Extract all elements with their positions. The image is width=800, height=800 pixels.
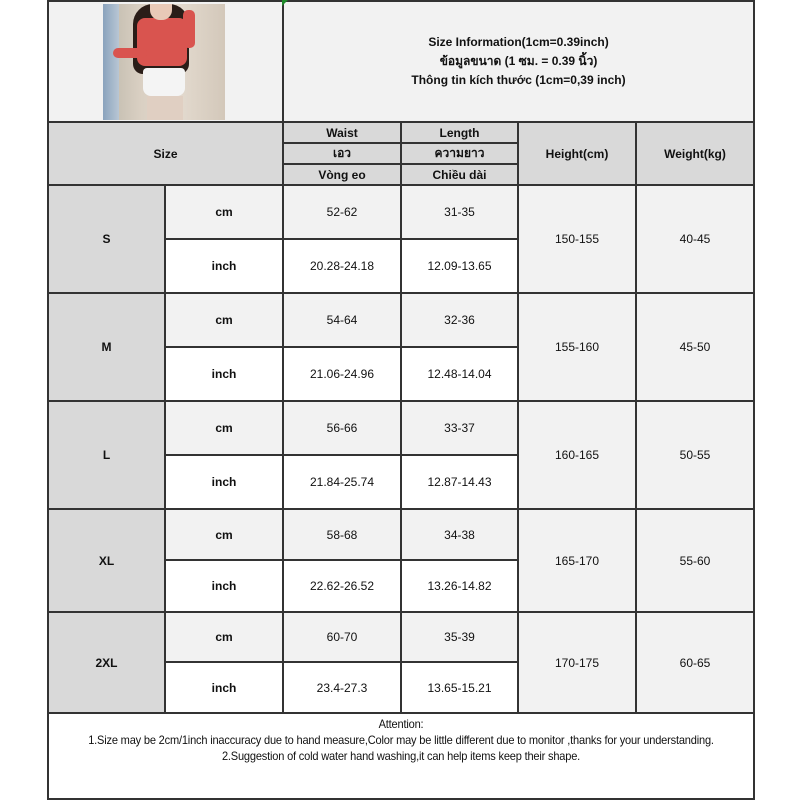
waist-cm: 56-66 — [283, 401, 401, 455]
length-inch: 12.48-14.04 — [401, 347, 518, 401]
unit-inch: inch — [165, 239, 283, 293]
length-header-th: ความยาว — [401, 143, 518, 164]
unit-inch: inch — [165, 560, 283, 612]
size-label: L — [48, 401, 165, 509]
length-cm: 32-36 — [401, 293, 518, 347]
weight-value: 40-45 — [636, 185, 754, 293]
unit-inch: inch — [165, 662, 283, 713]
height-value: 170-175 — [518, 612, 636, 713]
size-label: M — [48, 293, 165, 401]
unit-cm: cm — [165, 401, 283, 455]
waist-header-en: Waist — [283, 122, 401, 143]
title-vietnamese: Thông tin kích thước (1cm=0,39 inch) — [411, 73, 626, 87]
size-label: 2XL — [48, 612, 165, 713]
height-value: 165-170 — [518, 509, 636, 612]
waist-inch: 21.84-25.74 — [283, 455, 401, 509]
title-english: Size Information(1cm=0.39inch) — [428, 35, 609, 49]
size-label: XL — [48, 509, 165, 612]
size-label: S — [48, 185, 165, 293]
waist-cm: 58-68 — [283, 509, 401, 560]
weight-value: 60-65 — [636, 612, 754, 713]
product-image-cell — [48, 1, 283, 122]
attention-line-1: 1.Size may be 2cm/1inch inaccuracy due to hand measure,Color may be little different due to monitor ,thanks for your understanding. — [88, 733, 714, 747]
length-cm: 31-35 — [401, 185, 518, 239]
waist-inch: 23.4-27.3 — [283, 662, 401, 713]
waist-header-th: เอว — [283, 143, 401, 164]
height-value: 160-165 — [518, 401, 636, 509]
attention-line-2: 2.Suggestion of cold water hand washing,it can help items keep their shape. — [221, 749, 581, 763]
waist-header-vi: Vòng eo — [283, 164, 401, 185]
waist-cm: 60-70 — [283, 612, 401, 662]
unit-cm: cm — [165, 612, 283, 662]
weight-column-header: Weight(kg) — [636, 122, 754, 185]
waist-cm: 52-62 — [283, 185, 401, 239]
length-cm: 34-38 — [401, 509, 518, 560]
unit-cm: cm — [165, 509, 283, 560]
length-inch: 12.87-14.43 — [401, 455, 518, 509]
cell-marker-icon — [282, 0, 288, 6]
length-inch: 12.09-13.65 — [401, 239, 518, 293]
waist-cm: 54-64 — [283, 293, 401, 347]
height-value: 155-160 — [518, 293, 636, 401]
waist-inch: 21.06-24.96 — [283, 347, 401, 401]
length-header-vi: Chiều dài — [401, 164, 518, 185]
length-inch: 13.65-15.21 — [401, 662, 518, 713]
title-thai: ข้อมูลขนาด (1 ซม. = 0.39 นิ้ว) — [439, 54, 598, 68]
size-column-header: Size — [48, 122, 283, 185]
length-cm: 35-39 — [401, 612, 518, 662]
unit-cm: cm — [165, 293, 283, 347]
weight-value: 50-55 — [636, 401, 754, 509]
attention-note — [48, 713, 754, 799]
unit-inch: inch — [165, 347, 283, 401]
waist-inch: 22.62-26.52 — [283, 560, 401, 612]
product-photo — [103, 4, 225, 120]
unit-inch: inch — [165, 455, 283, 509]
height-column-header: Height(cm) — [518, 122, 636, 185]
size-information-title — [283, 1, 754, 122]
height-value: 150-155 — [518, 185, 636, 293]
length-header-en: Length — [401, 122, 518, 143]
weight-value: 45-50 — [636, 293, 754, 401]
size-chart-table — [47, 0, 755, 800]
weight-value: 55-60 — [636, 509, 754, 612]
attention-title: Attention: — [378, 717, 424, 731]
unit-cm: cm — [165, 185, 283, 239]
length-cm: 33-37 — [401, 401, 518, 455]
waist-inch: 20.28-24.18 — [283, 239, 401, 293]
length-inch: 13.26-14.82 — [401, 560, 518, 612]
